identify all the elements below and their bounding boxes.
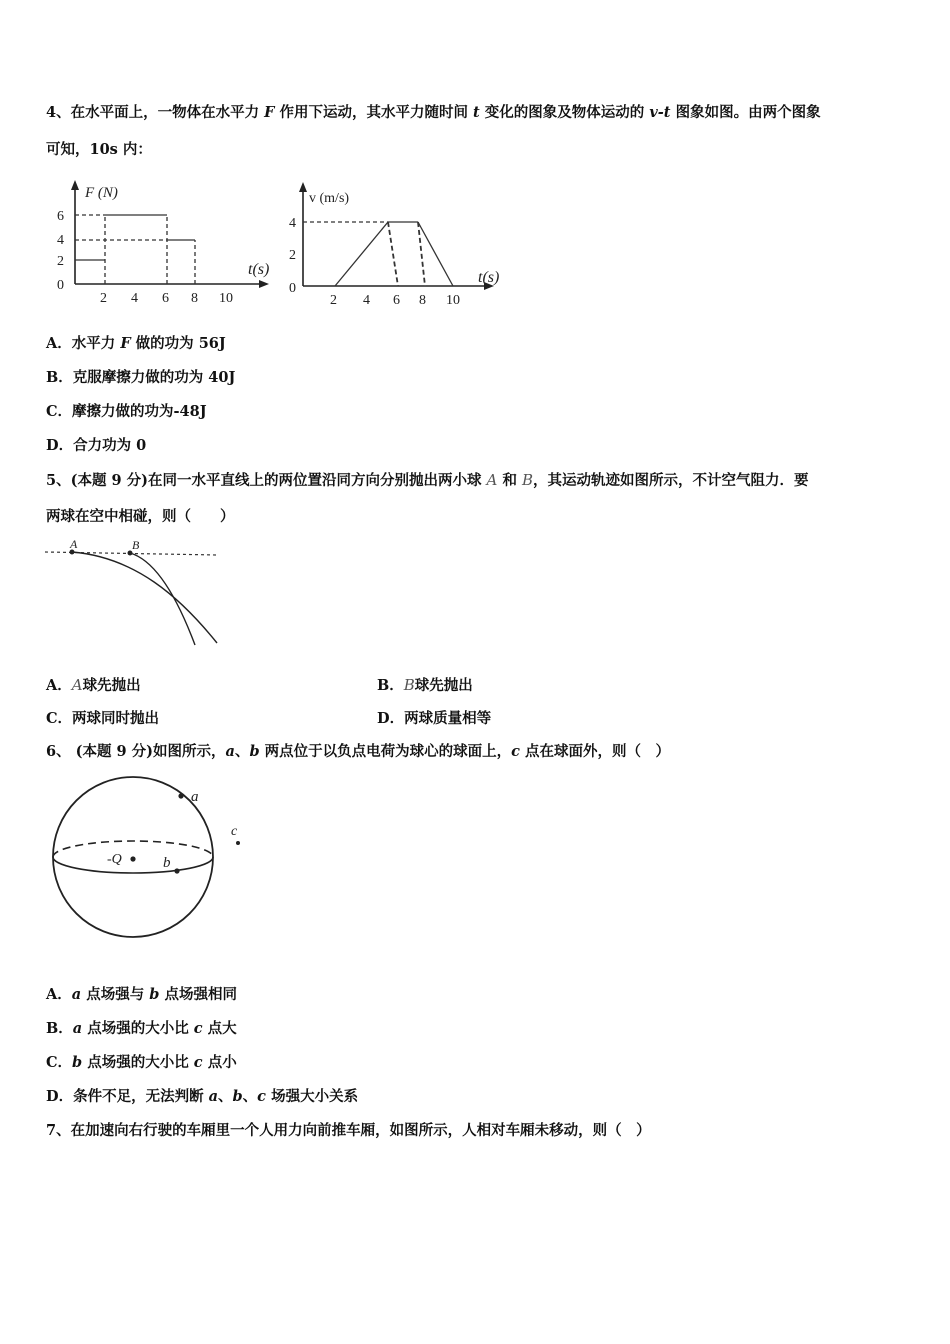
q6-option-c[interactable]: C．b 点场强的大小比 c 点小 [46,1054,237,1071]
q5-option-a[interactable]: A．A球先抛出 [46,676,141,694]
q6-option-a[interactable]: A．a 点场强与 b 点场强相同 [46,986,237,1003]
ft-ytick-0: 0 [57,278,64,293]
ft-x-arrow [259,280,269,288]
ft-ytick-2: 2 [57,254,64,269]
vt-accel [335,222,388,286]
q7-stem: 7、在加速向右行驶的车厢里一个人用力向前推车厢，如图所示，人相对车厢未移动，则（ ） [46,1122,651,1139]
sphere-figure [45,773,260,943]
q4-option-c[interactable]: C．摩擦力做的功为-48J [46,403,207,420]
q6-option-b[interactable]: B．a 点场强的大小比 c 点大 [46,1020,237,1037]
vt-xtick-4: 4 [363,293,370,308]
q4-option-b[interactable]: B．克服摩擦力做的功为 40J [46,369,236,386]
trajectory-a [72,552,217,643]
ft-ytick-6: 6 [57,209,64,224]
charge-label: -Q [107,852,122,867]
trajectory-figure [40,535,230,650]
vt-xtick-8: 8 [419,293,426,308]
q6-stem: 6、 (本题 9 分)如图所示，a、b 两点位于以负点电荷为球心的球面上，c 点在球面外，则（ ） [46,743,671,760]
q5-option-c[interactable]: C．两球同时抛出 [46,710,160,727]
equator-back [53,841,213,857]
q4-option-d[interactable]: D．合力功为 0 [46,437,147,454]
vt-ytick-2: 2 [289,248,296,263]
label-a: A [70,537,78,551]
vt-xtick-10: 10 [446,293,460,308]
velocity-time-graph [285,180,515,315]
point-c-dot [236,841,240,845]
vt-ytick-4: 4 [289,216,296,231]
ft-xtick-4: 4 [131,291,138,306]
q5-option-b[interactable]: B．B球先抛出 [377,676,473,694]
q5-stem-line2: 两球在空中相碰，则（ ） [46,508,235,525]
force-time-graph [45,178,275,313]
ft-xtick-10: 10 [219,291,233,306]
ft-x-label: t(s) [248,261,270,278]
vt-decel [418,222,453,286]
ft-xtick-6: 6 [162,291,169,306]
ft-ytick-4: 4 [57,233,64,248]
q4-stem-line1: 4、在水平面上，一物体在水平力 F 作用下运动，其水平力随时间 t 变化的图象及物体运动的 v-t 图象如图。由两个图象 [46,104,821,121]
vt-y-label: v (m/s) [309,191,350,206]
label-b: b [163,855,171,871]
q5-stem-line1: 5、(本题 9 分)在同一水平直线上的两位置沿同方向分别抛出两小球 A 和 B，其运动轨迹如图所示，不计空气阻力．要 [46,471,809,489]
ft-xtick-2: 2 [100,291,107,306]
label-c: c [231,824,238,839]
trajectory-b [130,553,195,645]
vt-y-arrow [299,182,307,192]
vt-xtick-6: 6 [393,293,400,308]
vt-ytick-0: 0 [289,281,296,296]
ft-y-label: F (N) [85,185,118,201]
vt-x-label: t(s) [478,269,500,286]
ft-y-arrow [71,180,79,190]
vt-xtick-2: 2 [330,293,337,308]
ft-xtick-8: 8 [191,291,198,306]
q6-option-d[interactable]: D．条件不足，无法判断 a、b、c 场强大小关系 [46,1088,359,1105]
q5-option-d[interactable]: D．两球质量相等 [377,710,492,727]
vt-dash-t6 [388,222,398,286]
label-a: a [191,789,199,805]
label-b: B [132,538,140,552]
charge-dot [130,856,135,861]
point-a-dot [178,793,183,798]
point-b-dot [174,868,179,873]
q4-stem-line2: 可知，10s 内： [46,141,152,158]
q4-option-a[interactable]: A．水平力 F 做的功为 56J [46,335,226,352]
